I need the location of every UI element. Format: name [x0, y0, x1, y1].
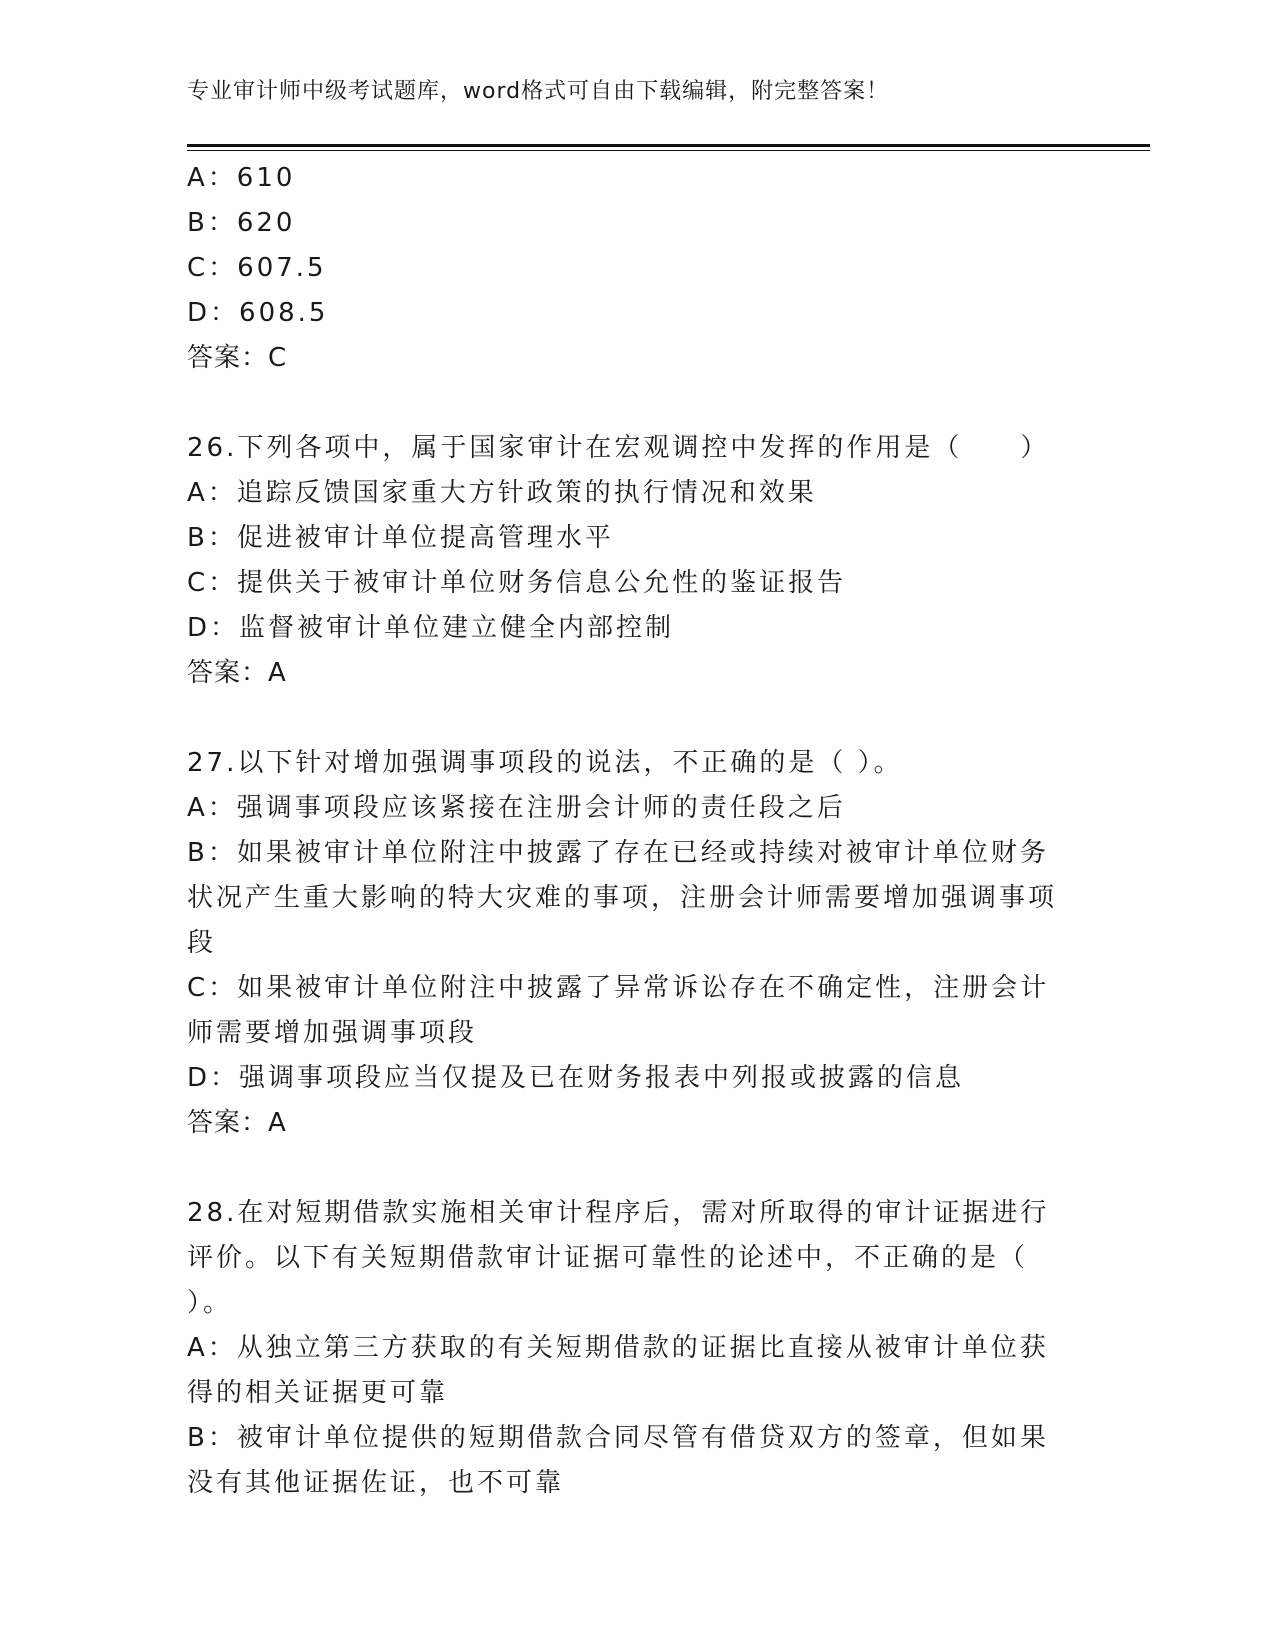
option-b: B：620 — [187, 208, 296, 238]
question-text: 28.在对短期借款实施相关审计程序后，需对所取得的审计证据进行评价。以下有关短期借款审计证据可靠性的论述中，不正确的是（ ）。 — [187, 1198, 1050, 1318]
question-25-block — [187, 156, 1077, 381]
option-b: B：促进被审计单位提高管理水平 — [187, 523, 614, 553]
option-c: C：如果被审计单位附注中披露了异常诉讼存在不确定性，注册会计师需要增加强调事项段 — [187, 973, 1050, 1048]
header-rule-thin — [187, 150, 1150, 151]
question-text: 27.以下针对增加强调事项段的说法，不正确的是（ ）。 — [187, 748, 903, 778]
option-c: C：607.5 — [187, 253, 327, 283]
option-b: B：如果被审计单位附注中披露了存在已经或持续对被审计单位财务状况产生重大影响的特大灾难的事项，注册会计师需要增加强调事项段 — [187, 838, 1058, 958]
question-text: 26.下列各项中，属于国家审计在宏观调控中发挥的作用是（ ） — [187, 433, 1050, 463]
option-a: A：追踪反馈国家重大方针政策的执行情况和效果 — [187, 478, 817, 508]
question-28-block — [187, 1191, 1077, 1506]
option-a: A：强调事项段应该紧接在注册会计师的责任段之后 — [187, 793, 846, 823]
document-body — [187, 156, 1077, 1506]
option-d: D：强调事项段应当仅提及已在财务报表中列报或披露的信息 — [187, 1063, 965, 1093]
answer: 答案：A — [187, 658, 287, 688]
header-rule-thick — [187, 144, 1150, 147]
answer: 答案：A — [187, 1108, 287, 1138]
question-26-block — [187, 426, 1077, 696]
option-b: B：被审计单位提供的短期借款合同尽管有借贷双方的签章，但如果没有其他证据佐证，也不可靠 — [187, 1423, 1049, 1498]
option-a: A：610 — [187, 163, 296, 193]
option-d: D：监督被审计单位建立健全内部控制 — [187, 613, 675, 643]
option-c: C：提供关于被审计单位财务信息公允性的鉴证报告 — [187, 568, 847, 598]
page-header: 专业审计师中级考试题库，word格式可自由下载编辑，附完整答案！ — [187, 79, 890, 104]
question-27-block — [187, 741, 1077, 1146]
option-d: D：608.5 — [187, 298, 329, 328]
spacer — [187, 1146, 1077, 1191]
answer: 答案：C — [187, 343, 288, 373]
spacer — [187, 696, 1077, 741]
option-a: A：从独立第三方获取的有关短期借款的证据比直接从被审计单位获得的相关证据更可靠 — [187, 1333, 1049, 1408]
spacer — [187, 381, 1077, 426]
